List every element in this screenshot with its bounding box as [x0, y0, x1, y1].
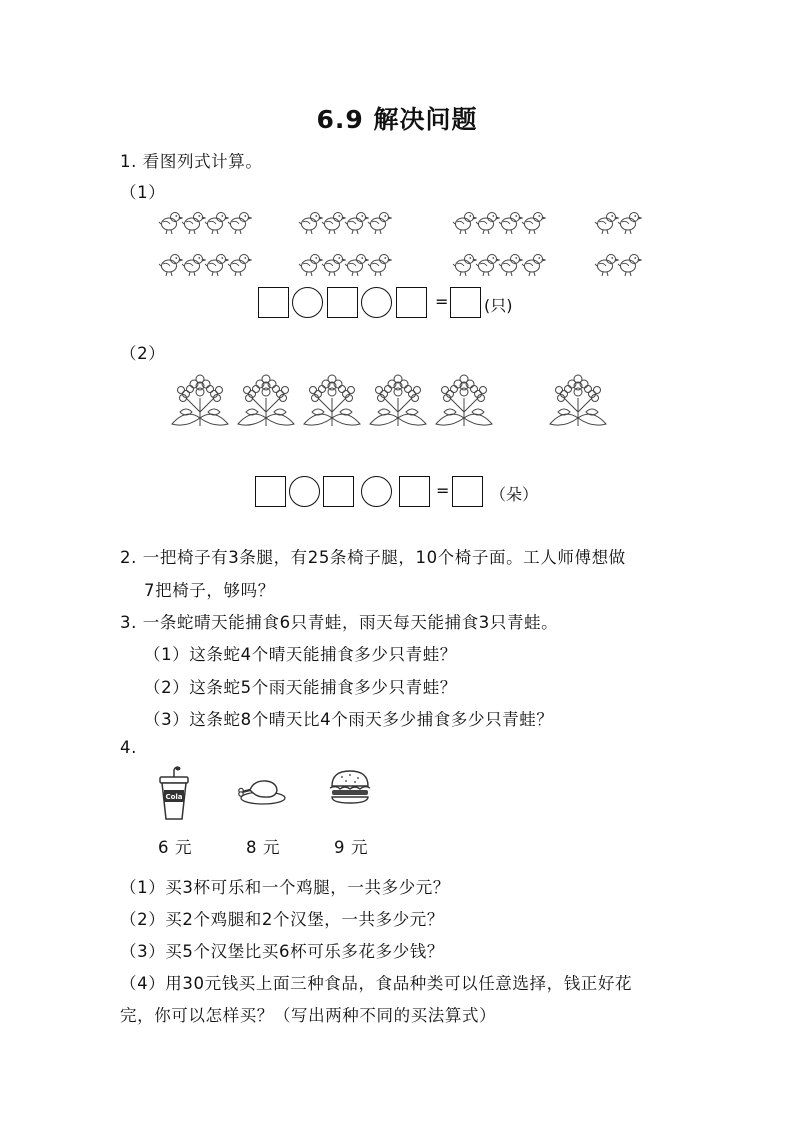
- chick-icon: [521, 252, 546, 277]
- q4-sub2: （2）买2个鸡腿和2个汉堡，一共多少元？: [120, 910, 444, 929]
- answer-box[interactable]: [327, 287, 358, 318]
- chick-icon: [158, 210, 183, 235]
- chick-icon: [594, 252, 619, 277]
- chick-icon: [181, 252, 206, 277]
- result-box[interactable]: [452, 476, 483, 507]
- q3-heading: 3. 一条蛇晴天能捕食6只青蛙，雨天每天能捕食3只青蛙。: [120, 613, 559, 632]
- operator-circle[interactable]: [289, 476, 320, 507]
- answer-box[interactable]: [396, 287, 427, 318]
- chick-icon: [321, 210, 346, 235]
- answer-box[interactable]: [399, 476, 430, 507]
- flower-icon: [232, 368, 300, 430]
- chick-icon: [158, 252, 183, 277]
- operator-circle[interactable]: [292, 287, 323, 318]
- answer-box[interactable]: [258, 287, 289, 318]
- q4-sub4-line1: （4）用30元钱买上面三种食品，食品种类可以任意选择，钱正好花: [120, 974, 633, 993]
- q2-line2: 7把椅子，够吗？: [144, 581, 275, 600]
- chick-icon: [298, 252, 323, 277]
- cola-price: 6 元: [158, 838, 193, 857]
- q3-sub1: （1）这条蛇4个晴天能捕食多少只青蛙？: [144, 645, 457, 664]
- chick-icon: [367, 252, 392, 277]
- chick-icon: [452, 252, 477, 277]
- answer-box[interactable]: [255, 476, 286, 507]
- chicken-leg-icon: [236, 776, 288, 806]
- chick-icon: [181, 210, 206, 235]
- operator-circle[interactable]: [361, 476, 392, 507]
- chick-icon: [452, 210, 477, 235]
- chick-icon: [321, 252, 346, 277]
- q2-line1: 2. 一把椅子有3条腿，有25条椅子腿，10个椅子面。工人师傅想做: [120, 548, 626, 567]
- chick-icon: [204, 210, 229, 235]
- chick-icon: [227, 252, 252, 277]
- cola-cup-icon: [154, 766, 194, 822]
- q4-sub1: （1）买3杯可乐和一个鸡腿，一共多少元？: [120, 878, 450, 897]
- operator-circle[interactable]: [361, 287, 392, 318]
- q4-heading: 4.: [120, 738, 137, 757]
- unit-label: (只): [484, 296, 513, 315]
- q1-part1-label: （1）: [120, 183, 166, 202]
- equals-sign: =: [436, 481, 450, 500]
- equals-sign: =: [435, 292, 449, 311]
- chick-icon: [367, 210, 392, 235]
- chick-icon: [298, 210, 323, 235]
- q4-sub3: （3）买5个汉堡比买6杯可乐多花多少钱？: [120, 942, 444, 961]
- chick-icon: [344, 252, 369, 277]
- chick-icon: [227, 210, 252, 235]
- chick-icon: [617, 252, 642, 277]
- hamburger-price: 9 元: [334, 838, 369, 857]
- chick-icon: [521, 210, 546, 235]
- answer-box[interactable]: [323, 476, 354, 507]
- hamburger-icon: [328, 768, 372, 806]
- chick-icon: [498, 252, 523, 277]
- chick-icon: [498, 210, 523, 235]
- flower-icon: [364, 368, 432, 430]
- q3-sub3: （3）这条蛇8个晴天比4个雨天多少捕食多少只青蛙？: [144, 710, 554, 729]
- flower-icon: [166, 368, 234, 430]
- flower-icon: [298, 368, 366, 430]
- chicken-price: 8 元: [246, 838, 281, 857]
- q4-sub4-line2: 完，你可以怎样买？（写出两种不同的买法算式）: [120, 1006, 497, 1025]
- q1-part2-label: （2）: [120, 344, 166, 363]
- chick-icon: [594, 210, 619, 235]
- cola-label: Cola: [165, 793, 183, 801]
- q1-heading: 1. 看图列式计算。: [120, 152, 263, 171]
- flower-icon: [544, 368, 612, 430]
- chick-icon: [475, 210, 500, 235]
- flower-icon: [430, 368, 498, 430]
- unit-label: （朵）: [490, 485, 539, 504]
- q3-sub2: （2）这条蛇5个雨天能捕食多少只青蛙？: [144, 678, 457, 697]
- chick-icon: [344, 210, 369, 235]
- chick-icon: [204, 252, 229, 277]
- chick-icon: [617, 210, 642, 235]
- chick-icon: [475, 252, 500, 277]
- page-title: 6.9 解决问题: [316, 105, 478, 134]
- result-box[interactable]: [450, 287, 481, 318]
